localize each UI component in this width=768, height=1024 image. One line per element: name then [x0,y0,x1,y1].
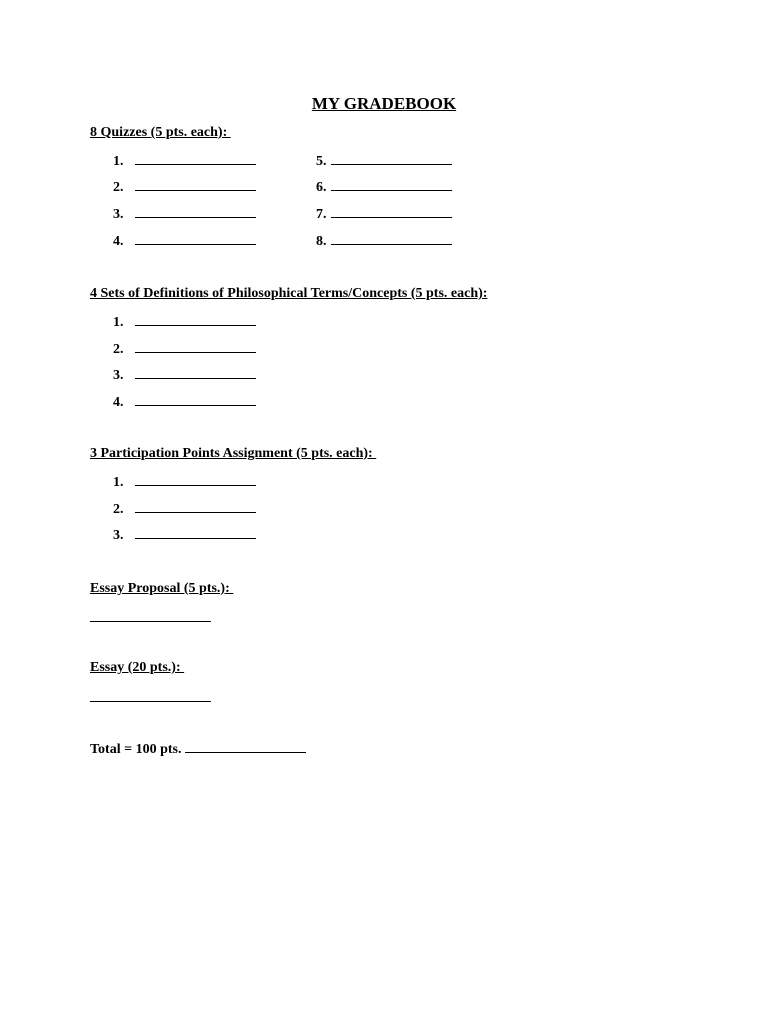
essay-heading: Essay (20 pts.): [90,660,185,675]
quiz-item-6 [316,178,452,196]
quiz-number: 6. [316,180,327,195]
quizzes-heading: 8 Quizzes (5 pts. each): [90,125,231,140]
quiz-item-2 [113,178,256,196]
participation-number: 1. [113,475,124,490]
quiz-score-blank[interactable] [135,232,256,245]
total-row [90,740,306,758]
quiz-item-8 [316,232,452,250]
participation-item-2 [113,500,256,518]
quiz-number: 5. [316,154,327,169]
essay-proposal-score-blank[interactable] [90,621,211,622]
essay-proposal-heading: Essay Proposal (5 pts.): [90,581,234,596]
participation-item-1 [113,473,256,491]
essay-score-blank[interactable] [90,701,211,702]
quiz-item-5 [316,152,452,170]
definition-item-1 [113,313,256,331]
quiz-number: 7. [316,207,327,222]
quiz-score-blank[interactable] [331,232,452,245]
participation-number: 2. [113,502,124,517]
definition-item-3 [113,366,256,384]
page-title: MY GRADEBOOK [311,94,457,113]
quiz-item-7 [316,205,452,223]
definition-score-blank[interactable] [135,393,256,406]
quiz-number: 1. [113,154,124,169]
quiz-score-blank[interactable] [135,152,256,165]
participation-number: 3. [113,528,124,543]
quiz-score-blank[interactable] [331,178,452,191]
participation-score-blank[interactable] [135,526,256,539]
definition-number: 3. [113,368,124,383]
total-label: Total = 100 pts. [90,742,182,757]
quiz-item-3 [113,205,256,223]
participation-heading: 3 Participation Points Assignment (5 pts. each): [90,446,377,461]
quiz-score-blank[interactable] [331,205,452,218]
total-score-blank[interactable] [185,740,306,753]
participation-score-blank[interactable] [135,500,256,513]
definition-item-4 [113,393,256,411]
quiz-item-4 [113,232,256,250]
participation-item-3 [113,526,256,544]
definition-score-blank[interactable] [135,313,256,326]
definition-score-blank[interactable] [135,340,256,353]
quiz-number: 3. [113,207,124,222]
quiz-item-1 [113,152,256,170]
quiz-score-blank[interactable] [135,178,256,191]
quiz-number: 4. [113,234,124,249]
definitions-heading: 4 Sets of Definitions of Philosophical Terms/Concepts (5 pts. each): [90,286,488,301]
definition-number: 1. [113,315,124,330]
definition-number: 2. [113,342,124,357]
definition-number: 4. [113,395,124,410]
quiz-score-blank[interactable] [135,205,256,218]
quiz-number: 8. [316,234,327,249]
quiz-number: 2. [113,180,124,195]
definition-score-blank[interactable] [135,366,256,379]
definition-item-2 [113,340,256,358]
participation-score-blank[interactable] [135,473,256,486]
quiz-score-blank[interactable] [331,152,452,165]
